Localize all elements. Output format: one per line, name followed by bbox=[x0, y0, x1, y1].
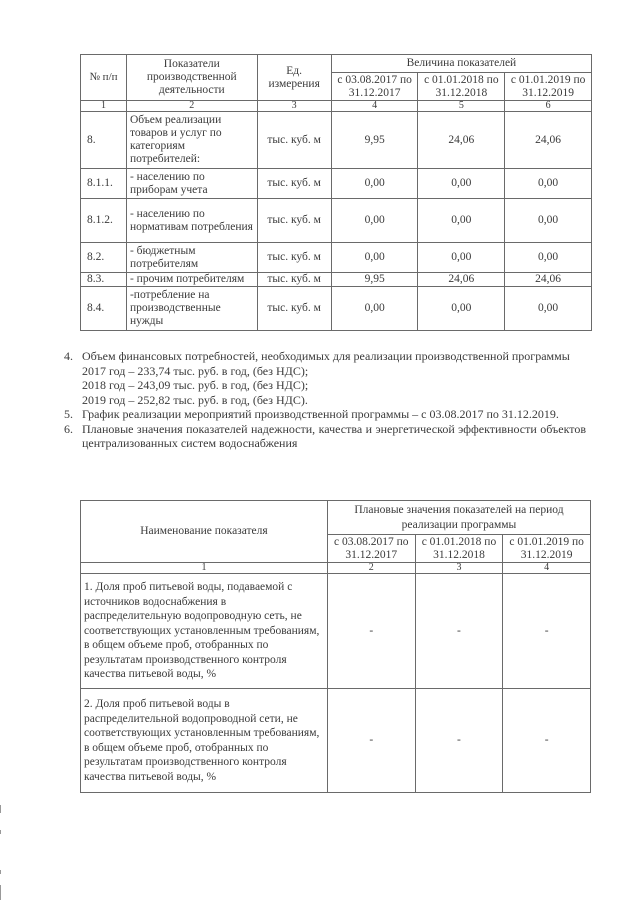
planned-indicators-table bbox=[80, 500, 591, 793]
table-row bbox=[81, 689, 591, 793]
col-number: 4 bbox=[331, 101, 418, 112]
row-value: - bbox=[415, 574, 503, 689]
list-number: 4. bbox=[64, 349, 73, 363]
row-unit: тыс. куб. м bbox=[257, 199, 331, 243]
row-value: 0,00 bbox=[418, 169, 505, 199]
header-indicator: Показатели производственной деятельности bbox=[126, 55, 257, 101]
row-value: - bbox=[327, 574, 415, 689]
row-num: 8.2. bbox=[81, 243, 127, 273]
scan-artifact bbox=[0, 805, 1, 813]
row-unit: тыс. куб. м bbox=[257, 273, 331, 287]
list-number: 5. bbox=[64, 407, 73, 421]
col-number: 4 bbox=[503, 563, 591, 574]
col-number: 3 bbox=[415, 563, 503, 574]
row-value: - bbox=[503, 574, 591, 689]
header-period-2018: с 01.01.2018 по 31.12.2018 bbox=[415, 535, 503, 563]
scan-artifact bbox=[0, 885, 1, 900]
row-value: - bbox=[503, 689, 591, 793]
list-text: Плановые значения показателей надежности, качества и энергетической эффективности объектов централизованных систем водоснабжения bbox=[82, 421, 586, 450]
header-period-2019: с 01.01.2019 по 31.12.2019 bbox=[505, 73, 592, 101]
financial-line-2018: 2018 год – 243,09 тыс. руб. в год, (без НДС); bbox=[82, 378, 309, 392]
row-num: 8.1.2. bbox=[81, 199, 127, 243]
row-value: 0,00 bbox=[505, 243, 592, 273]
row-num: 8.3. bbox=[81, 273, 127, 287]
row-name: 1. Доля проб питьевой воды, подаваемой с источников водоснабжения в распределительную водопроводную сеть, не соответствующих установленным требованиям, в общем объеме проб, отобранных по результатам производственного контроля качества питьевой воды, % bbox=[81, 574, 328, 689]
col-number: 1 bbox=[81, 563, 328, 574]
header-num: № п/п bbox=[81, 55, 127, 101]
header-period-2017: с 03.08.2017 по 31.12.2017 bbox=[331, 73, 418, 101]
row-value: 0,00 bbox=[331, 169, 418, 199]
row-unit: тыс. куб. м bbox=[257, 169, 331, 199]
row-name: 2. Доля проб питьевой воды в распределительной водопроводной сети, не соответствующих установленным требованиям, в общем объеме проб, отобранных по результатам производственного контроля качества питьевой воды, % bbox=[81, 689, 328, 793]
row-value: 24,06 bbox=[505, 273, 592, 287]
row-value: 0,00 bbox=[331, 199, 418, 243]
row-value: 0,00 bbox=[331, 287, 418, 331]
scan-artifact bbox=[0, 830, 1, 834]
row-name: -потребление на производственные нужды bbox=[126, 287, 257, 331]
row-name: Объем реализации товаров и услуг по категориям потребителей: bbox=[126, 112, 257, 169]
scan-artifact bbox=[0, 870, 1, 874]
row-name: - прочим потребителям bbox=[126, 273, 257, 287]
table-row bbox=[81, 273, 592, 287]
row-value: 0,00 bbox=[505, 287, 592, 331]
table-row bbox=[81, 287, 592, 331]
row-value: 0,00 bbox=[331, 243, 418, 273]
list-text: График реализации мероприятий производственной программы – с 03.08.2017 по 31.12.2019. bbox=[82, 407, 559, 421]
row-value: 0,00 bbox=[418, 243, 505, 273]
financial-line-2017: 2017 год – 233,74 тыс. руб. в год, (без НДС); bbox=[82, 363, 309, 378]
row-value: - bbox=[327, 689, 415, 793]
col-number: 6 bbox=[505, 101, 592, 112]
row-value: - bbox=[415, 689, 503, 793]
header-unit: Ед. измерения bbox=[257, 55, 331, 101]
header-name: Наименование показателя bbox=[81, 501, 328, 563]
table-row bbox=[81, 243, 592, 273]
header-period-2018: с 01.01.2018 по 31.12.2018 bbox=[418, 73, 505, 101]
col-number: 3 bbox=[257, 101, 331, 112]
list-item-5 bbox=[64, 407, 586, 422]
list-text: Объем финансовых потребностей, необходимых для реализации производственной программы bbox=[82, 349, 570, 363]
list-item-6 bbox=[64, 422, 586, 451]
row-num: 8.1.1. bbox=[81, 169, 127, 199]
header-values-group: Величина показателей bbox=[331, 55, 591, 73]
row-name: - населению по приборам учета bbox=[126, 169, 257, 199]
table-row bbox=[81, 199, 592, 243]
list-number: 6. bbox=[64, 421, 73, 436]
col-number: 5 bbox=[418, 101, 505, 112]
col-number: 2 bbox=[327, 563, 415, 574]
row-value: 24,06 bbox=[418, 273, 505, 287]
row-value: 0,00 bbox=[505, 199, 592, 243]
row-value: 9,95 bbox=[331, 112, 418, 169]
header-period-2017: с 03.08.2017 по 31.12.2017 bbox=[327, 535, 415, 563]
table-row bbox=[81, 169, 592, 199]
row-value: 9,95 bbox=[331, 273, 418, 287]
table-row bbox=[81, 574, 591, 689]
table-row bbox=[81, 112, 592, 169]
row-value: 24,06 bbox=[418, 112, 505, 169]
row-num: 8. bbox=[81, 112, 127, 169]
row-unit: тыс. куб. м bbox=[257, 287, 331, 331]
row-unit: тыс. куб. м bbox=[257, 243, 331, 273]
col-number: 2 bbox=[126, 101, 257, 112]
row-unit: тыс. куб. м bbox=[257, 112, 331, 169]
financial-line-2019: 2019 год – 252,82 тыс. руб. в год, (без НДС). bbox=[82, 392, 308, 407]
row-name: - бюджетным потребителям bbox=[126, 243, 257, 273]
row-value: 0,00 bbox=[418, 287, 505, 331]
row-value: 0,00 bbox=[505, 169, 592, 199]
header-group: Плановые значения показателей на период реализации программы bbox=[327, 501, 590, 535]
col-number: 1 bbox=[81, 101, 127, 112]
header-period-2019: с 01.01.2019 по 31.12.2019 bbox=[503, 535, 591, 563]
row-name: - населению по нормативам потребления bbox=[126, 199, 257, 243]
production-indicators-table bbox=[80, 54, 592, 331]
list-item-4 bbox=[64, 349, 586, 407]
row-value: 24,06 bbox=[505, 112, 592, 169]
numbered-list bbox=[64, 349, 586, 451]
row-value: 0,00 bbox=[418, 199, 505, 243]
row-num: 8.4. bbox=[81, 287, 127, 331]
